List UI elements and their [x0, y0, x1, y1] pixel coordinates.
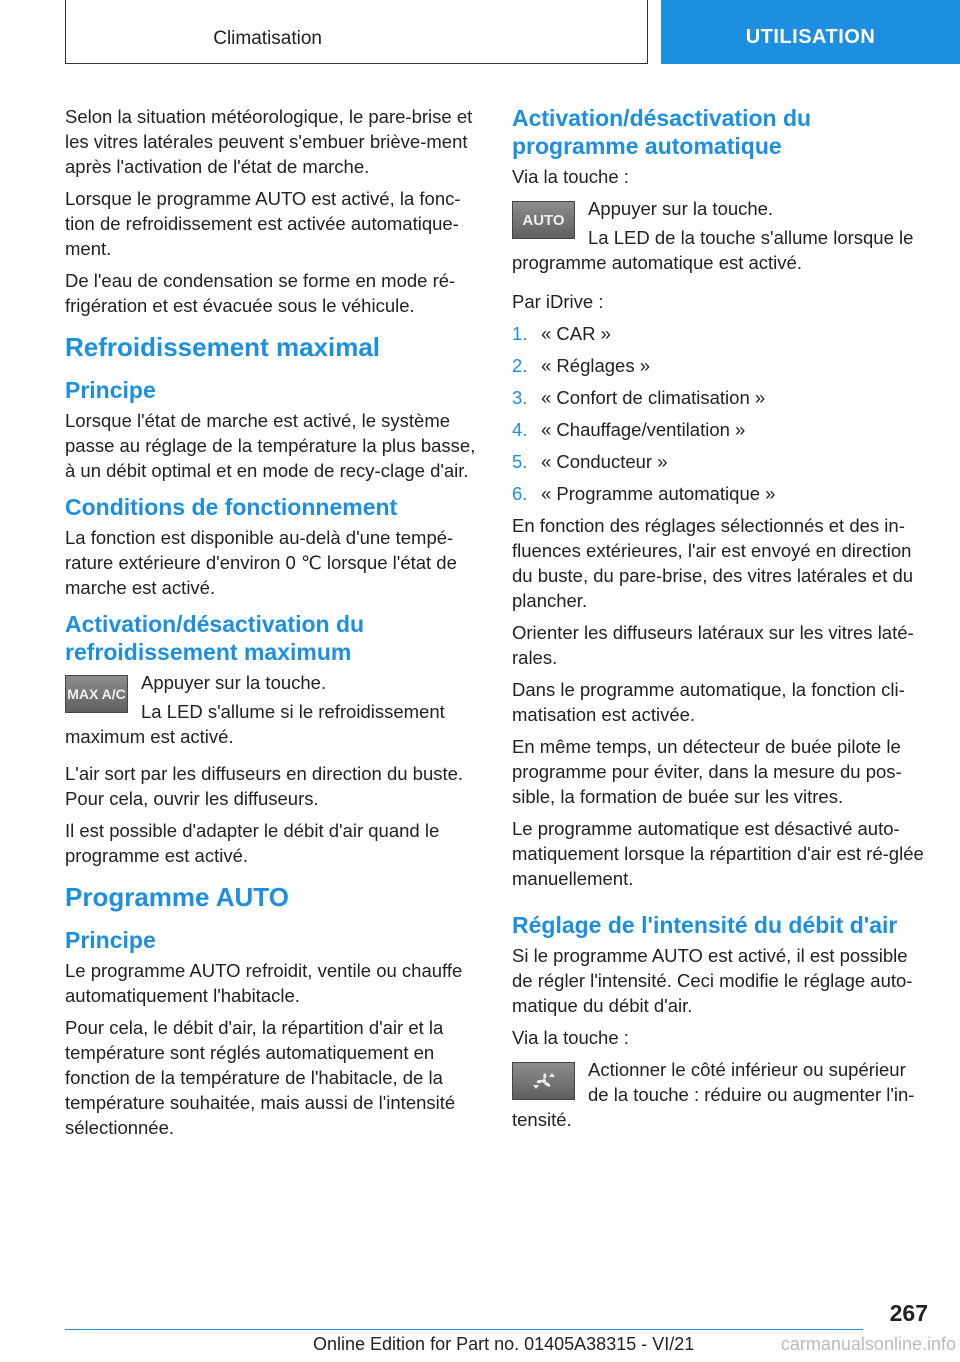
auto-press-text: Appuyer sur la touche. — [588, 198, 774, 219]
section-title: Climatisation — [213, 28, 322, 49]
fan-instruction-text: Actionner le côté inférieur ou supérieur de la touche : réduire ou augmenter l'in-tensité. — [512, 1059, 915, 1130]
page-number: 267 — [889, 1300, 928, 1326]
intro-paragraph: Lorsque le programme AUTO est activé, la fonc-tion de refroidissement est activée automatique-ment. — [65, 188, 461, 259]
list-item: 5. « Conducteur » — [512, 451, 668, 472]
header-frame — [65, 0, 648, 64]
after-steps-paragraph: Orienter les diffuseurs latéraux sur les vitres laté-rales. — [512, 622, 914, 668]
footer-divider — [65, 1329, 863, 1330]
heading-principe: Principe — [65, 377, 156, 403]
heading-intensite: Réglage de l'intensité du débit d'air — [512, 912, 898, 938]
idrive-steps-list — [512, 321, 927, 506]
left-column — [65, 104, 480, 1147]
fan-key-block — [512, 1057, 927, 1136]
principe-auto-paragraph: Pour cela, le débit d'air, la répartition d'air et la température sont réglés automatiquement en fonction de la température de l'habitacle, de la température souhaitée, mais aussi de l'intensité sélectionnée. — [65, 1017, 456, 1138]
list-item: 4. « Chauffage/ventilation » — [512, 419, 746, 440]
heading-activation-auto: Activation/désactivation du programme automatique — [512, 105, 812, 159]
heading-principe: Principe — [65, 927, 156, 953]
auto-key-block — [512, 196, 927, 279]
intensite-paragraph: Si le programme AUTO est activé, il est possible de régler l'intensité. Ceci modifie le réglage auto-matique du débit d'air. — [512, 945, 913, 1016]
heading-activation-max: Activation/désactivation du refroidissement maximum — [65, 611, 365, 665]
principe-paragraph: Lorsque l'état de marche est activé, le système passe au réglage de la température la plus basse, à un débit optimal et en mode de recy-clage d'air. — [65, 410, 476, 481]
par-idrive-label: Par iDrive : — [512, 291, 604, 312]
after-max-paragraph: L'air sort par les diffuseurs en direction du buste. Pour cela, ouvrir les diffuseurs. — [65, 763, 464, 809]
via-touche-label: Via la touche : — [512, 166, 629, 187]
footer-edition: Online Edition for Part no. 01405A38315 - VI/21 — [313, 1334, 695, 1354]
max-ac-key-block — [65, 670, 480, 753]
list-item: 2. « Réglages » — [512, 355, 651, 376]
after-steps-paragraph: Le programme automatique est désactivé auto-matiquement lorsque la répartition d'air est ré-glée manuellement. — [512, 818, 924, 889]
watermark: carmanualsonline.info — [780, 1334, 956, 1354]
max-ac-key-icon: MAX A/C — [65, 675, 128, 713]
max-led-text: La LED s'allume si le refroidissement maximum est activé. — [65, 701, 445, 747]
intro-paragraph: De l'eau de condensation se forme en mode ré-frigération et est évacuée sous le véhicule. — [65, 270, 456, 316]
max-press-text: Appuyer sur la touche. — [141, 672, 327, 693]
chapter-tab: UTILISATION — [661, 0, 960, 64]
heading-programme-auto: Programme AUTO — [65, 882, 289, 912]
after-steps-paragraph: En fonction des réglages sélectionnés et des in-fluences extérieures, l'air est envoyé en direction du buste, du pare-brise, des vitres latérales et du plancher. — [512, 515, 914, 611]
after-steps-paragraph: Dans le programme automatique, la fonction cli-matisation est activée. — [512, 679, 905, 725]
heading-refroidissement-maximal: Refroidissement maximal — [65, 332, 381, 362]
via-touche-label: Via la touche : — [512, 1027, 629, 1048]
list-item: 6. « Programme automatique » — [512, 483, 776, 504]
after-max-paragraph: Il est possible d'adapter le débit d'air quand le programme est activé. — [65, 820, 440, 866]
principe-auto-paragraph: Le programme AUTO refroidit, ventile ou chauffe automatiquement l'habitacle. — [65, 960, 463, 1006]
fan-icon — [531, 1070, 557, 1092]
after-steps-paragraph: En même temps, un détecteur de buée pilote le programme pour éviter, dans la mesure du pos-sible, la formation de buée sur les vitres. — [512, 736, 902, 807]
auto-led-text: La LED de la touche s'allume lorsque le programme automatique est activé. — [512, 227, 914, 273]
conditions-paragraph: La fonction est disponible au-delà d'une tempé-rature extérieure d'environ 0 ℃ lorsque l'état de marche est activé. — [65, 527, 457, 598]
auto-key-icon: AUTO — [512, 201, 575, 239]
fan-key-icon — [512, 1062, 575, 1100]
list-item: 3. « Confort de climatisation » — [512, 387, 766, 408]
intro-paragraph: Selon la situation météorologique, le pare-brise et les vitres latérales peuvent s'embuer briève-ment après l'activation de l'état de marche. — [65, 106, 473, 177]
heading-conditions: Conditions de fonctionnement — [65, 494, 398, 520]
right-column — [512, 104, 927, 1144]
list-item: 1. « CAR » — [512, 323, 611, 344]
